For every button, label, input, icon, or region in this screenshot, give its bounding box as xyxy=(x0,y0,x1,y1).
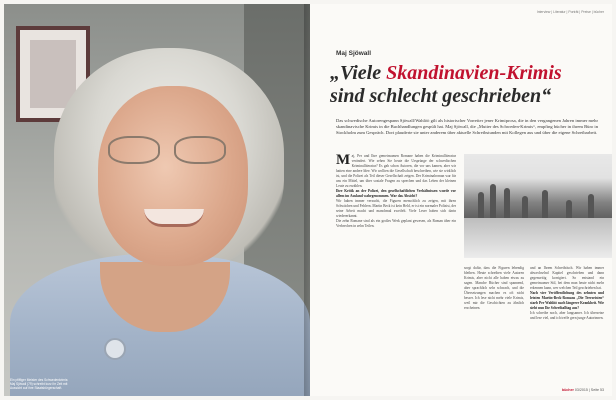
running-head: Interview | Literatur | Porträt | Preise | bücher xyxy=(536,10,604,14)
headline-rest: sind schlecht geschrieben“ xyxy=(330,85,552,107)
headline xyxy=(330,62,610,108)
winter-lake-photo xyxy=(464,154,612,258)
tree xyxy=(566,200,572,218)
photo-caption: Ein pfiffiger Meister des Schwedenkrimis: Maj Sjöwall (79) schreibt kurz ihr Zeit mit Aussicht auf ihre Staatsbürgerschaft. xyxy=(10,378,69,390)
page-number: 03/2015 | Seite 53 xyxy=(573,388,604,392)
paragraph: sorgt dafür, dass die Figuren lebendig bleiben. Heute schreiben viele Autoren Krimis, aber nicht alle haben etwas zu sagen. Manche Bücher sind spannend, aber sprachlich sehr schwach, und die Übersetzungen machen es oft nicht besser. Ich lese nicht mehr viele Krimis, weil mir die Geschichten zu ähnlich erscheinen. xyxy=(464,266,524,310)
paragraph: Die zehn Romane sind als ein großes Werk geplant gewesen, als Roman über ein Verbrechen in zehn Teilen. xyxy=(336,219,456,228)
tree xyxy=(522,196,528,218)
page-footer xyxy=(562,388,604,392)
footer-brand: bücher xyxy=(561,388,574,392)
article-column-2 xyxy=(464,266,524,392)
smile xyxy=(144,209,204,227)
frozen-lake xyxy=(464,218,612,258)
right-page xyxy=(310,4,612,396)
glasses-right-lens xyxy=(174,136,226,164)
paragraph: und an Ihrem Schreibtisch. Wir haben immer abwechselnd Kapitel geschrieben und dann gegenseitig korrigiert. So entstand ein gemeinsamer Stil, bei dem man heute nicht mehr erkennen kann, wer welchen Teil geschrieben hat. xyxy=(530,266,604,290)
interview-question: Nach vier Veröffentlichung des zehnten und letzten Martin-Beck-Romans „Die Terroristen“ starb Per Wahlöö nach längerer Krankheit. Wie sieht nun Ihr Schreiballtag aus? xyxy=(530,291,604,310)
portrait-photo xyxy=(4,4,310,396)
tree xyxy=(478,192,484,218)
tree xyxy=(542,190,548,218)
sweater-button xyxy=(104,338,126,360)
headline-highlight: Skandinavien-Krimis xyxy=(386,62,562,84)
face xyxy=(98,86,248,266)
tree xyxy=(588,194,594,218)
author-name: Maj Sjöwall xyxy=(336,50,372,57)
lead-paragraph: Das schwedische Autorengespann Sjöwall/Wahlöö gilt als historischer Vorreiter jener Krimiprosa, die in den vergangenen Jahren immer mehr skandinavische Krimis in die Buchhandlungen gespült hat. Maj Sjöwall, die „Mutter des Schweden-Krimis“, empfing bücher in ihrem Büro in Stockholm zum Gespräch. Dort plauderte sie unter anderem über aktuelle Schreibstunden mit Kollegen aus und über die eigene Schreibarbeit. xyxy=(336,118,598,136)
glasses-left-lens xyxy=(108,136,160,164)
article-column-3 xyxy=(530,266,604,388)
drop-cap: M xyxy=(336,154,351,168)
paragraph: aj, Per und Ihre gemeinsamen Romane haben die Kriminalliteratur verändert. Wie sehen Sie heute die Ursprünge der schwedischen Kriminalliteratur? Es gab schon Autoren, die vor uns kamen, aber wir hatten eine andere Idee. Wir wollten die Gesellschaft beschreiben, wie sie wirklich ist, und die Polizei als Teil dieser Gesellschaft zeigen. Der Kriminalroman war für uns ein Mittel, um über soziale Fragen zu sprechen und das Leben der kleinen Leute zu erzählen. xyxy=(336,154,456,188)
headline-quote: „Viele xyxy=(330,62,387,84)
paragraph: Wir haben immer versucht, die Figuren menschlich zu zeigen, mit ihren Schwächen und Fehlern. Martin Beck ist kein Held, er ist ein normaler Polizist, der seine Arbeit macht und manchmal zweifelt. Viele Leser haben sich darin wiedererkannt. xyxy=(336,199,456,218)
paragraph: Ich schreibe noch, aber langsamer. Ich übersetze und lese viel, und ich treffe gern junge Autorinnen. xyxy=(530,311,604,320)
tree xyxy=(490,184,496,218)
interview-question: Ihre Kritik an der Polizei, den gesellschaftlichen Verhältnissen wurde vor allem im Ausland wahrgenommen. War das Absicht? xyxy=(336,189,456,198)
tree xyxy=(504,188,510,218)
article-column-1 xyxy=(336,154,456,392)
